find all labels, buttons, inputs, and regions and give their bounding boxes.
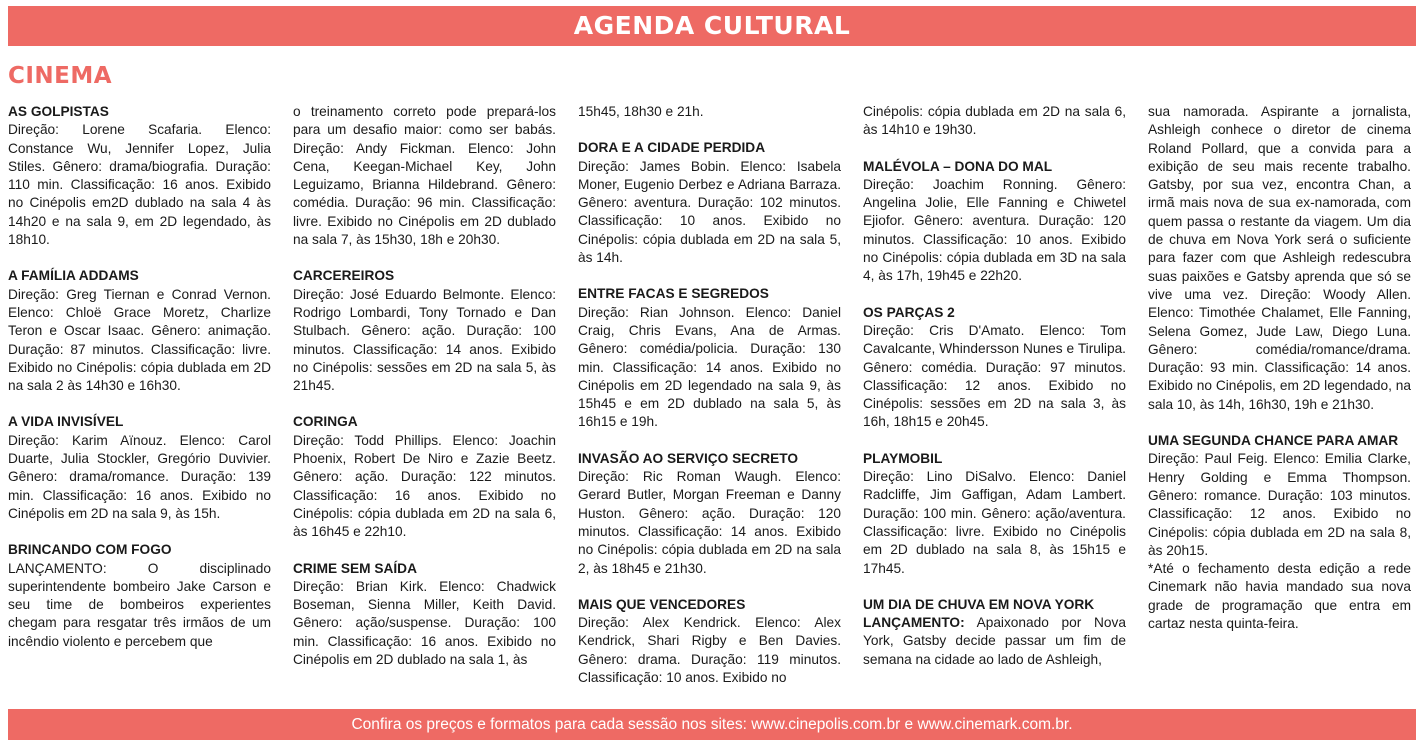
entry-spacer <box>863 432 1126 450</box>
page-banner <box>8 6 1416 46</box>
movie-title: BRINCANDO COM FOGO <box>8 542 172 558</box>
movie-description <box>863 614 1126 669</box>
movie-description: Direção: Alex Kendrick. Elenco: Alex Kendrick, Shari Rigby e Ben Davies. Gênero: drama. Duração: 119 minutos. Classificação: 10 anos. Exibido no <box>578 615 841 686</box>
movie-title: MAIS QUE VENCEDORES <box>578 596 746 612</box>
movie-title: CARCEREIROS <box>293 268 395 284</box>
movie-title: PLAYMOBIL <box>863 450 943 466</box>
movie-description: Direção: James Bobin. Elenco: Isabela Moner, Eugenio Derbez e Adriana Barraza. Gênero: aventura. Duração: 102 minutos. Classificação: 10 anos. Exibido no Cinépolis: cópia dublada em 2D na sala 5, às 14h. <box>578 158 841 266</box>
movie-description: sua namorada. Aspirante a jornalista, Ashleigh conhece o diretor de cinema Roland Pollard, que a convida para a exibição de seu mais recente trabalho. Gatsby, por sua vez, encontra Chan, a irmã mais nova de sua ex-namorada, com quem passa o restante da viagem. Um dia de chuva em Nova York será o suficiente para fazer com que Ashleigh redescubra suas paixões e Gatsby aprenda que só se vive uma vez. Direção: Woody Allen. Elenco: Timothée Chalamet, Elle Fanning, Selena Gomez, Jude Law, Diego Luna. Gênero: comédia/romance/drama. Duração: 93 min. Classificação: 14 anos. Exibido no Cinépolis, em 2D legendado, na sala 10, às 14h, 16h30, 19h e 21h30. <box>1148 104 1411 412</box>
movie-title: CRIME SEM SAÍDA <box>293 560 417 576</box>
movie-title: A VIDA INVISÍVEL <box>8 414 124 430</box>
entry-spacer <box>8 395 271 413</box>
banner-title: AGENDA CULTURAL <box>573 11 851 40</box>
movie-description: Direção: Brian Kirk. Elenco: Chadwick Boseman, Sienna Miller, Keith David. Gênero: ação/suspense. Duração: 100 min. Classificação: 16 anos. Exibido no Cinépolis em 2D dublado na sala 1, às <box>293 578 556 668</box>
movie-description: Direção: Joachim Ronning. Gênero: Angelina Jolie, Elle Fanning e Chiwetel Ejiofor. Gênero: aventura. Duração: 120 minutos. Classificação: 10 anos. Exibido no Cinépolis: cópia dublada em 3D na sala 4, às 17h, 19h45 e 22h20. <box>863 176 1126 284</box>
entry-spacer <box>578 121 841 139</box>
release-label: LANÇAMENTO: <box>863 615 965 631</box>
entry-spacer <box>293 395 556 413</box>
column-3 <box>578 103 841 701</box>
movie-title: UM DIA DE CHUVA EM NOVA YORK <box>863 596 1095 612</box>
movie-description: Direção: Paul Feig. Elenco: Emilia Clarke, Henry Golding e Emma Thompson. Gênero: romance. Duração: 103 minutos. Classificação: 12 anos. Exibido no Cinépolis: cópia dublada em 2D na sala 8, às 20h15. <box>1148 451 1411 558</box>
footer-banner <box>8 709 1416 740</box>
movie-title: CORINGA <box>293 414 358 430</box>
entry-spacer <box>8 249 271 267</box>
movie-description: Direção: Lorene Scafaria. Elenco: Constance Wu, Jennifer Lopez, Julia Stiles. Gênero: drama/biografia. Duração: 110 min. Classificação: 16 anos. Exibido no Cinépolis em2D dublado na sala 4 às 14h20 e na sala 9, em 2D legendado, às 18h10. <box>8 122 271 248</box>
column-5 <box>1148 103 1411 701</box>
movie-description: *Até o fechamento desta edição a rede Cinemark não havia mandado sua nova grade de programação que entra em cartaz nesta quinta-feira. <box>1148 561 1411 632</box>
entry-spacer <box>578 267 841 285</box>
movie-description: o treinamento correto pode prepará-los para um desafio maior: como ser babás. Direção: Andy Fickman. Elenco: John Cena, Keegan-Michael Key, John Leguizamo, Brianna Hildebrand. Gênero: comédia. Duração: 96 min. Classificação: livre. Exibido no Cinépolis em 2D dublado na sala 7, às 15h30, 18h e 20h30. <box>293 104 556 248</box>
movie-description: 15h45, 18h30 e 21h. <box>578 104 704 119</box>
entry-spacer <box>578 578 841 596</box>
movie-title: UMA SEGUNDA CHANCE PARA AMAR <box>1148 433 1399 449</box>
entry-spacer <box>863 140 1126 158</box>
description-text: Apaixonado por Nova York, Gatsby decide passar um fim de semana na cidade ao lado de Ashleigh, <box>863 615 1126 667</box>
column-4 <box>863 103 1126 701</box>
column-1 <box>8 103 271 701</box>
listings-columns <box>8 103 1415 701</box>
movie-description: Direção: Todd Phillips. Elenco: Joachin Phoenix, Robert De Niro e Zazie Beetz. Gênero: ação. Duração: 122 minutos. Classificação: 16 anos. Exibido no Cinépolis: cópia dublada em 2D na sala 6, às 16h45 e 22h10. <box>293 432 556 540</box>
movie-description: LANÇAMENTO: O disciplinado superintendente bombeiro Jake Carson e seu time de bombeiros experientes chegam para resgatar três irmãos de um incêndio violento e percebem que <box>8 560 271 649</box>
movie-title: A FAMÍLIA ADDAMS <box>8 268 139 284</box>
movie-description: Direção: Ric Roman Waugh. Elenco: Gerard Butler, Morgan Freeman e Danny Huston. Gênero: ação. Duração: 120 minutos. Classificação: 14 anos. Exibido no Cinépolis: cópia dublada em 2D na sala 2, às 18h45 e 21h30. <box>578 469 841 576</box>
section-title: CINEMA <box>8 63 113 89</box>
movie-description: Direção: Karim Aïnouz. Elenco: Carol Duarte, Julia Stockler, Gregório Duvivier. Gênero: drama/romance. Duração: 139 min. Classificação: 16 anos. Exibido no Cinépolis em 2D na sala 9, às 15h. <box>8 432 271 521</box>
entry-spacer <box>863 578 1126 596</box>
movie-title: AS GOLPISTAS <box>8 104 109 119</box>
movie-title: INVASÃO AO SERVIÇO SECRETO <box>578 450 799 466</box>
movie-description: Direção: Cris D'Amato. Elenco: Tom Cavalcante, Whindersson Nunes e Tirulipa. Gênero: comédia. Duração: 97 minutos. Classificação: 12 anos. Exibido no Cinépolis: sessões em 2D na sala 3, às 16h, 18h15 e 20h45. <box>863 322 1126 430</box>
entry-spacer <box>578 432 841 450</box>
movie-title: MALÉVOLA – DONA DO MAL <box>863 158 1053 174</box>
entry-spacer <box>1148 414 1411 432</box>
movie-title: ENTRE FACAS E SEGREDOS <box>578 286 769 302</box>
entry-spacer <box>8 523 271 541</box>
footer-text: Confira os preços e formatos para cada sessão nos sites: www.cinepolis.com.br e www.cinemark.com.br. <box>351 716 1073 733</box>
movie-description: Direção: Greg Tiernan e Conrad Vernon. Elenco: Chloë Grace Moretz, Charlize Teron e Oscar Isaac. Gênero: animação. Duração: 87 minutos. Classificação: livre. Exibido no Cinépolis: cópia dublada em 2D na sala 2 às 14h30 e 16h30. <box>8 286 271 394</box>
movie-title: OS PARÇAS 2 <box>863 304 955 320</box>
movie-description: Direção: Rian Johnson. Elenco: Daniel Craig, Chris Evans, Ana de Armas. Gênero: comédia/policia. Duração: 130 min. Classificação: 14 anos. Exibido no Cinépolis em 2D legendado na sala 9, às 15h45 e em 2D dublado na sala 5, às 16h15 e 19h. <box>578 304 841 430</box>
column-2 <box>293 103 556 701</box>
movie-description: Cinépolis: cópia dublada em 2D na sala 6, às 14h10 e 19h30. <box>863 104 1126 138</box>
movie-description: Direção: José Eduardo Belmonte. Elenco: Rodrigo Lombardi, Tony Tornado e Dan Stulbach. Gênero: ação. Duração: 100 minutos. Classificação: 14 anos. Exibido no Cinépolis: sessões em 2D na sala 5, às 21h45. <box>293 286 556 394</box>
movie-title: DORA E A CIDADE PERDIDA <box>578 140 766 156</box>
entry-spacer <box>293 542 556 560</box>
entry-spacer <box>293 249 556 267</box>
movie-description: Direção: Lino DiSalvo. Elenco: Daniel Radcliffe, Jim Gaffigan, Adam Lambert. Duração: 100 min. Gênero: ação/aventura. Classificação: livre. Exibido no Cinépolis em 2D dublado na sala 8, às 15h15 e 17h45. <box>863 469 1126 576</box>
entry-spacer <box>863 286 1126 304</box>
